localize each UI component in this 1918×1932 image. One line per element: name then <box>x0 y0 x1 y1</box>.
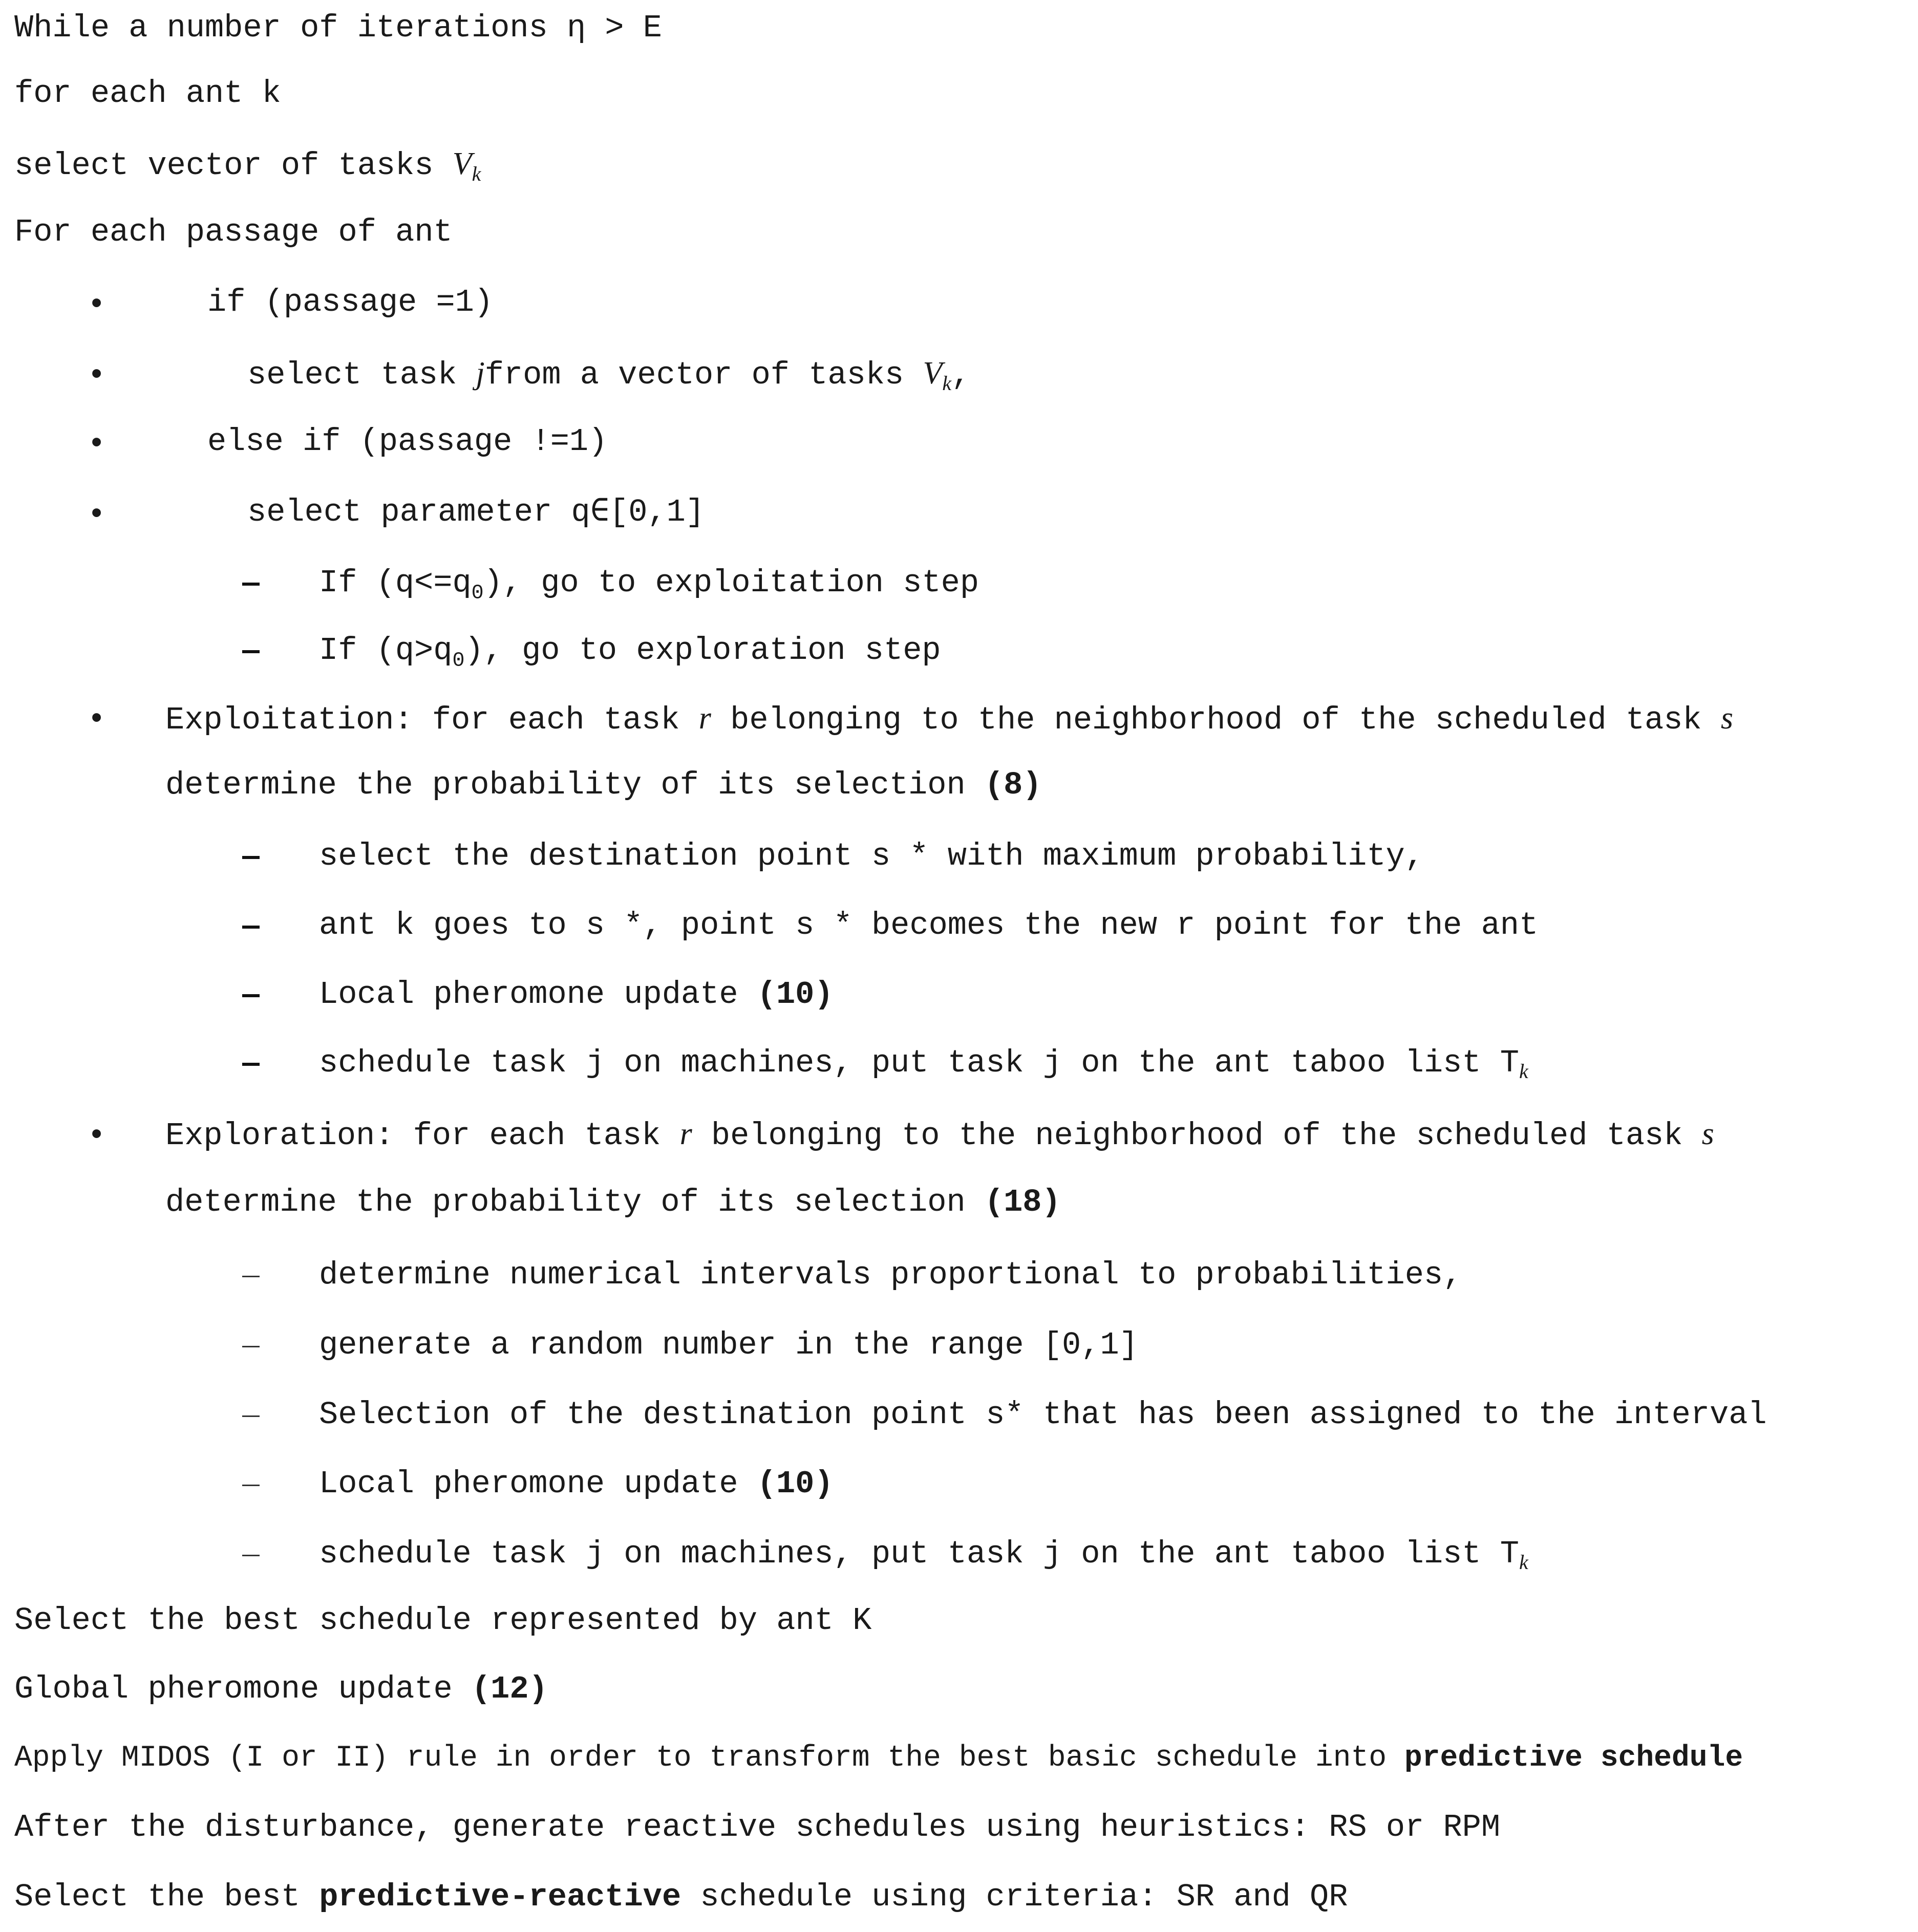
dash-icon <box>242 1485 260 1486</box>
global-update-line: Global pheromone update (12) <box>14 1671 548 1707</box>
select-param-line: select parameter q∈[0,1] <box>247 494 705 530</box>
apply-midos-line: Apply MIDOS (I or II) rule in order to transform the best basic schedule into predictive schedule <box>14 1742 1743 1775</box>
if-exploit-line: If $(q<=q_0)$, go to exploitation step <box>319 565 979 605</box>
bullet-icon: • <box>87 1118 106 1154</box>
dash-icon <box>242 1276 260 1277</box>
select-predictive-reactive-line: Select the best predictive-reactive schedule using criteria: SR and QR <box>14 1879 1348 1915</box>
bullet-icon: • <box>87 426 106 462</box>
exploration-probability-line: determine the probability of its selection (18) <box>165 1184 1061 1220</box>
while-line: While a number of iterations η > E <box>14 10 663 46</box>
exploitation-heading-line: Exploitation: for each task r belonging to the neighborhood of the scheduled task s <box>165 701 1733 738</box>
dash-icon <box>242 1063 260 1066</box>
explore-step-5: schedule task j on machines, put task j on the ant taboo list $T_k$ <box>319 1536 1528 1574</box>
select-task-line: select task jfrom a vector of tasks $V_k$, <box>247 356 971 395</box>
bullet-icon: • <box>87 287 106 323</box>
if-passage-line: if (passage =1) <box>207 284 494 320</box>
else-if-passage-line: else if (passage !=1) <box>207 423 608 460</box>
bullet-icon: • <box>87 701 106 738</box>
explore-step-3: Selection of the destination point s* that has been assigned to the interval <box>319 1397 1767 1433</box>
explore-step-1: determine numerical intervals proportional to probabilities, <box>319 1257 1462 1293</box>
exploit-step-2: ant k goes to s *, point s * becomes the new r point for the ant <box>319 907 1539 943</box>
select-best-line: Select the best schedule represented by ant K <box>14 1602 872 1639</box>
explore-step-2: generate a random number in the range [0,1] <box>319 1327 1138 1363</box>
explore-step-4: Local pheromone update (10) <box>319 1466 834 1502</box>
if-explore-line: If $(q>q_0)$, go to exploration step <box>319 632 941 673</box>
dash-icon <box>242 650 260 653</box>
dash-icon <box>242 994 260 997</box>
dash-icon <box>242 926 260 929</box>
for-passage-line: For each passage of ant <box>14 214 453 250</box>
dash-icon <box>242 856 260 859</box>
dash-icon <box>242 1555 260 1556</box>
exploit-step-4: schedule task j on machines, put task j on the ant taboo list $T_k$ <box>319 1045 1528 1083</box>
bullet-icon: • <box>87 357 106 394</box>
for-ant-line: for each ant k <box>14 75 281 112</box>
bullet-icon: • <box>87 497 106 533</box>
dash-icon <box>242 1346 260 1347</box>
exploitation-probability-line: determine the probability of its selection (8) <box>165 767 1042 803</box>
dash-icon <box>242 1415 260 1417</box>
exploit-step-1: select the destination point s * with maximum probability, <box>319 838 1424 874</box>
exploit-step-3: Local pheromone update (10) <box>319 976 834 1013</box>
after-disturbance-line: After the disturbance, generate reactive schedules using heuristics: RS or RPM <box>14 1809 1501 1845</box>
exploration-heading-line: Exploration: for each task r belonging to the neighborhood of the scheduled task s <box>165 1117 1714 1154</box>
dash-icon <box>242 583 260 586</box>
select-vector-line: select vector of tasks $V_k$ <box>14 146 481 186</box>
